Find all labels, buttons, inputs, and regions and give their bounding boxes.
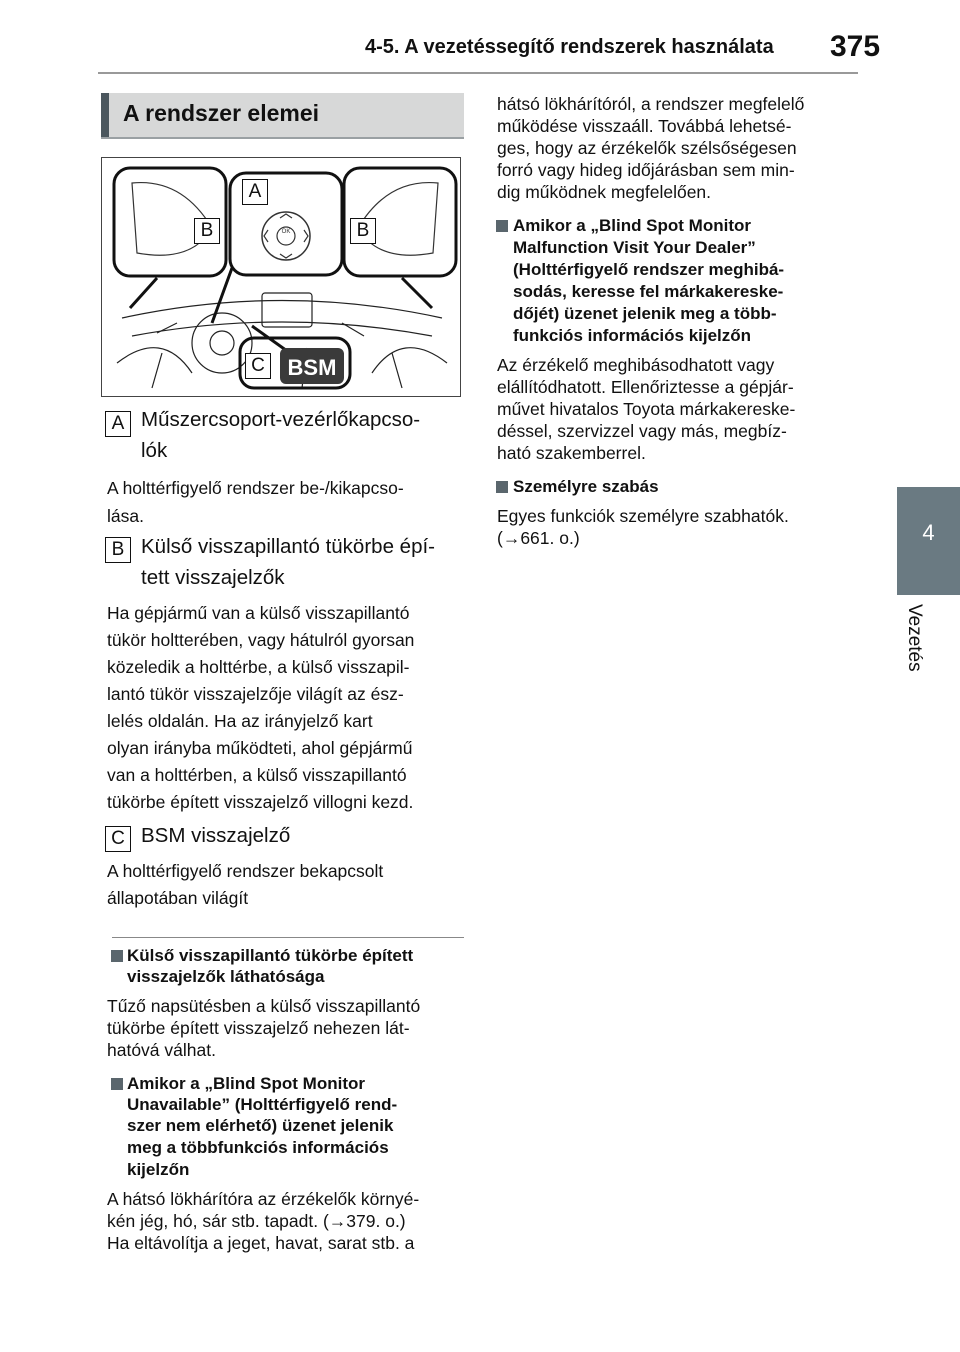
callout-label-b-right: B bbox=[350, 218, 376, 244]
callout-label-a: A bbox=[242, 179, 268, 205]
callout-label-c: C bbox=[245, 353, 271, 379]
callout-label-b-left: B bbox=[194, 218, 220, 244]
item-b-body-line8: tükörbe épített visszajelző villogni kezd. bbox=[107, 792, 414, 812]
separator bbox=[112, 937, 464, 938]
section-heading-bar bbox=[101, 93, 109, 137]
item-c-body-line1: A holttérfigyelő rendszer bekapcsolt bbox=[107, 861, 384, 881]
note2-head-line5: kijelzőn bbox=[127, 1160, 190, 1179]
note3-head-line2: Malfunction Visit Your Dealer” bbox=[513, 238, 756, 257]
note3-body-line3: művet hivatalos Toyota márkakereske- bbox=[497, 399, 796, 419]
bullet-square bbox=[111, 950, 123, 962]
note2-head-line1: Amikor a „Blind Spot Monitor bbox=[127, 1074, 365, 1093]
item-b-label: B bbox=[105, 537, 131, 563]
item-b-body-line4: lantó tükör visszajelzője világít az ész- bbox=[107, 684, 404, 704]
chapter-number: 4 bbox=[922, 520, 935, 545]
note4-body-line1: Egyes funkciók személyre szabhatók. bbox=[497, 506, 789, 526]
item-a-label: A bbox=[105, 411, 131, 437]
note2-body-line3: Ha eltávolítja a jeget, havat, sarat stb. a bbox=[107, 1233, 415, 1253]
item-a-title-line2: lók bbox=[141, 439, 168, 462]
chapter-label-text: Vezetés bbox=[904, 604, 925, 672]
bullet-square bbox=[496, 481, 508, 493]
right-continued-line3: ges, hogy az érzékelők szélsőségesen bbox=[497, 138, 797, 158]
note3-head-line5: dőjét) üzenet jelenik meg a több- bbox=[513, 304, 777, 323]
note1-body-line2: tükörbe épített visszajelző nehezen lát- bbox=[107, 1018, 410, 1038]
note3-head-line1: Amikor a „Blind Spot Monitor bbox=[513, 216, 751, 235]
item-c-body-line2: állapotában világít bbox=[107, 888, 249, 908]
note1-body-line1: Tűző napsütésben a külső visszapillantó bbox=[107, 996, 421, 1016]
note2-body-line1: A hátsó lökhárítóra az érzékelők környé- bbox=[107, 1189, 420, 1209]
note2-head-line3: szer nem elérhető) üzenet jelenik bbox=[127, 1116, 394, 1135]
item-a-body-line2: lása. bbox=[107, 506, 144, 526]
note1-head-line1: Külső visszapillantó tükörbe épített bbox=[127, 946, 414, 965]
item-b-body-line1: Ha gépjármű van a külső visszapillantó bbox=[107, 603, 410, 623]
right-continued-line4: forró vagy hideg időjárásban sem min- bbox=[497, 160, 795, 180]
note2-body-line2: kén jég, hó, sár stb. tapadt. (→379. o.) bbox=[107, 1211, 406, 1231]
item-b-body-line5: lelés oldalán. Ha az irányjelző kart bbox=[107, 711, 373, 731]
note2-head-line4: meg a többfunkciós információs bbox=[127, 1138, 389, 1157]
page-number: 375 bbox=[830, 30, 881, 63]
section-title: A rendszer elemei bbox=[123, 100, 320, 126]
right-continued-line2: működése visszaáll. Továbbá lehetsé- bbox=[497, 116, 792, 136]
note3-head-line3: (Holttérfigyelő rendszer meghibá- bbox=[513, 260, 785, 279]
note3-head-line4: sodás, keresse fel márkakereske- bbox=[513, 282, 784, 301]
note4-head: Személyre szabás bbox=[513, 477, 659, 496]
header-rule bbox=[98, 72, 858, 74]
dashboard-illustration bbox=[101, 157, 461, 397]
item-b-body-line6: olyan irányba működteti, ahol gépjármű bbox=[107, 738, 413, 758]
chapter-label bbox=[903, 604, 927, 694]
note1-body-line3: hatóvá válhat. bbox=[107, 1040, 216, 1060]
note3-body-line2: elállítódhatott. Ellenőriztesse a gépjár- bbox=[497, 377, 794, 397]
item-c-title: BSM visszajelző bbox=[141, 824, 291, 847]
item-b-body-line2: tükör holtterében, vagy hátulról gyorsan bbox=[107, 630, 415, 650]
note1-head-line2: visszajelzők láthatósága bbox=[127, 967, 325, 986]
item-b-body-line3: közeledik a holttérbe, a külső visszapil- bbox=[107, 657, 410, 677]
note3-body-line4: déssel, szervizzel vagy más, megbíz- bbox=[497, 421, 787, 441]
ok-button-label: OK bbox=[281, 229, 291, 235]
item-c-label: C bbox=[105, 826, 131, 852]
note3-head-line6: funkciós információs kijelzőn bbox=[513, 326, 752, 345]
right-continued-line5: dig működnek megfelelően. bbox=[497, 182, 712, 202]
item-b-title-line2: tett visszajelzők bbox=[141, 566, 285, 589]
item-b-body-line7: van a holttérben, a külső visszapillantó bbox=[107, 765, 407, 785]
item-b-title-line1: Külső visszapillantó tükörbe épí- bbox=[141, 535, 435, 558]
bsm-indicator-text: BSM bbox=[287, 355, 337, 380]
bullet-square bbox=[111, 1078, 123, 1090]
running-header: 4-5. A vezetéssegítő rendszerek használata bbox=[365, 36, 774, 58]
right-continued-line1: hátsó lökhárítóról, a rendszer megfelelő bbox=[497, 94, 805, 114]
bullet-square bbox=[496, 220, 508, 232]
note4-body-line2: (→661. o.) bbox=[497, 528, 580, 548]
section-heading bbox=[101, 93, 464, 139]
note3-body-line5: ható szakemberrel. bbox=[497, 443, 646, 463]
item-a-title-line1: Műszercsoport-vezérlőkapcso- bbox=[141, 408, 421, 431]
note2-head-line2: Unavailable” (Holttérfigyelő rend- bbox=[127, 1095, 398, 1114]
item-a-body-line1: A holttérfigyelő rendszer be-/kikapcso- bbox=[107, 478, 404, 498]
note3-body-line1: Az érzékelő meghibásodhatott vagy bbox=[497, 355, 775, 375]
